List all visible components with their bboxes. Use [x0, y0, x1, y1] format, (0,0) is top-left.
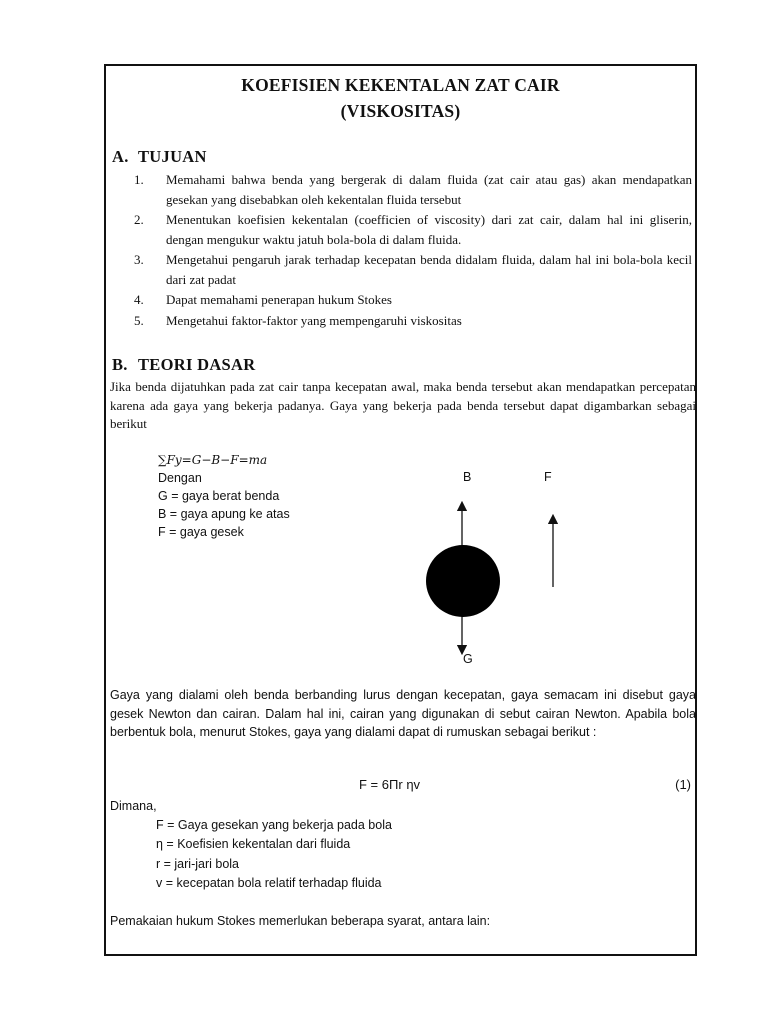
- list-item-text: Menentukan koefisien kekentalan (coefficien of viscosity) dari zat cair, dalam hal ini gliserin, dengan mengukur waktu jatuh bola-bola di dalam fluida.: [166, 212, 692, 247]
- list-item: [134, 170, 692, 209]
- sphere: [426, 545, 500, 617]
- list-item-number: 4.: [134, 292, 144, 307]
- variable-line: v = kecepatan bola relatif terhadap fluida: [156, 875, 382, 890]
- label-f: F: [544, 470, 552, 484]
- force-formula: ∑Fy=G−B−F=ma: [158, 453, 268, 467]
- list-item-text: Mengetahui faktor-faktor yang mempengaruhi viskositas: [166, 312, 462, 328]
- variable-line: r = jari-jari bola: [156, 856, 240, 871]
- objectives-list: [134, 170, 692, 331]
- force-diagram: [406, 486, 586, 676]
- equation-number: (1): [675, 777, 691, 792]
- document-page: [104, 64, 697, 956]
- label-b: B: [463, 470, 472, 484]
- section-b-letter: B.: [112, 355, 128, 374]
- intro-paragraph: Jika benda dijatuhkan pada zat cair tanpa kecepatan awal, maka benda tersebut akan mendapatkan percepatan karena ada gaya yang bekerja padanya. Gaya yang bekerja pada benda tersebut dapat digambarkan sebagai berikut: [110, 379, 696, 431]
- list-item-number: 3.: [134, 252, 144, 267]
- doc-subtitle: (VISKOSITAS): [340, 101, 461, 121]
- list-item: [134, 311, 692, 331]
- section-b-heading: [112, 355, 255, 375]
- doc-title: KOEFISIEN KEKENTALAN ZAT CAIR: [241, 75, 560, 95]
- closing-paragraph: Pemakaian hukum Stokes memerlukan beberapa syarat, antara lain:: [110, 914, 491, 928]
- variable-definitions: [156, 816, 392, 893]
- stokes-formula: F = 6Πr ηv: [359, 777, 421, 792]
- section-a-heading: [112, 147, 207, 167]
- list-item-text: Mengetahui pengaruh jarak terhadap kecepatan benda didalam fluida, dalam hal ini bola-bola kecil dari zat padat: [166, 252, 692, 287]
- list-item: [134, 210, 692, 249]
- list-item-number: 1.: [134, 172, 144, 187]
- dimana-label: Dimana,: [110, 799, 157, 813]
- list-item-text: Memahami bahwa benda yang bergerak di dalam fluida (zat cair atau gas) akan mendapatkan gesekan yang disebabkan oleh kekentalan fluida tersebut: [166, 172, 692, 207]
- section-a-letter: A.: [112, 147, 129, 166]
- newton-paragraph: Gaya yang dialami oleh benda berbanding lurus dengan kecepatan, gaya semacam ini disebut gaya gesek Newton dan cairan. Dalam hal ini, cairan yang digunakan di sebut cairan Newton. Apabila bola berbentuk bola, menurut Stokes, gaya yang dialami dapat di rumuskan sebagai berikut :: [110, 688, 696, 739]
- variable-line: η = Koefisien kekentalan dari fluida: [156, 837, 351, 852]
- dengan-label: Dengan: [158, 471, 202, 485]
- definition-line: G = gaya berat benda: [158, 489, 280, 503]
- list-item-number: 2.: [134, 212, 144, 227]
- label-g: G: [463, 652, 473, 666]
- definition-line: F = gaya gesek: [158, 525, 244, 539]
- variable-line: F = Gaya gesekan yang bekerja pada bola: [156, 818, 392, 832]
- list-item: [134, 250, 692, 289]
- list-item: [134, 290, 692, 310]
- definition-line: B = gaya apung ke atas: [158, 507, 290, 521]
- section-a-title: TUJUAN: [138, 147, 207, 166]
- list-item-text: Dapat memahami penerapan hukum Stokes: [166, 292, 392, 307]
- list-item-number: 5.: [134, 312, 144, 328]
- force-definitions: [158, 451, 290, 541]
- section-b-title: TEORI DASAR: [138, 355, 256, 374]
